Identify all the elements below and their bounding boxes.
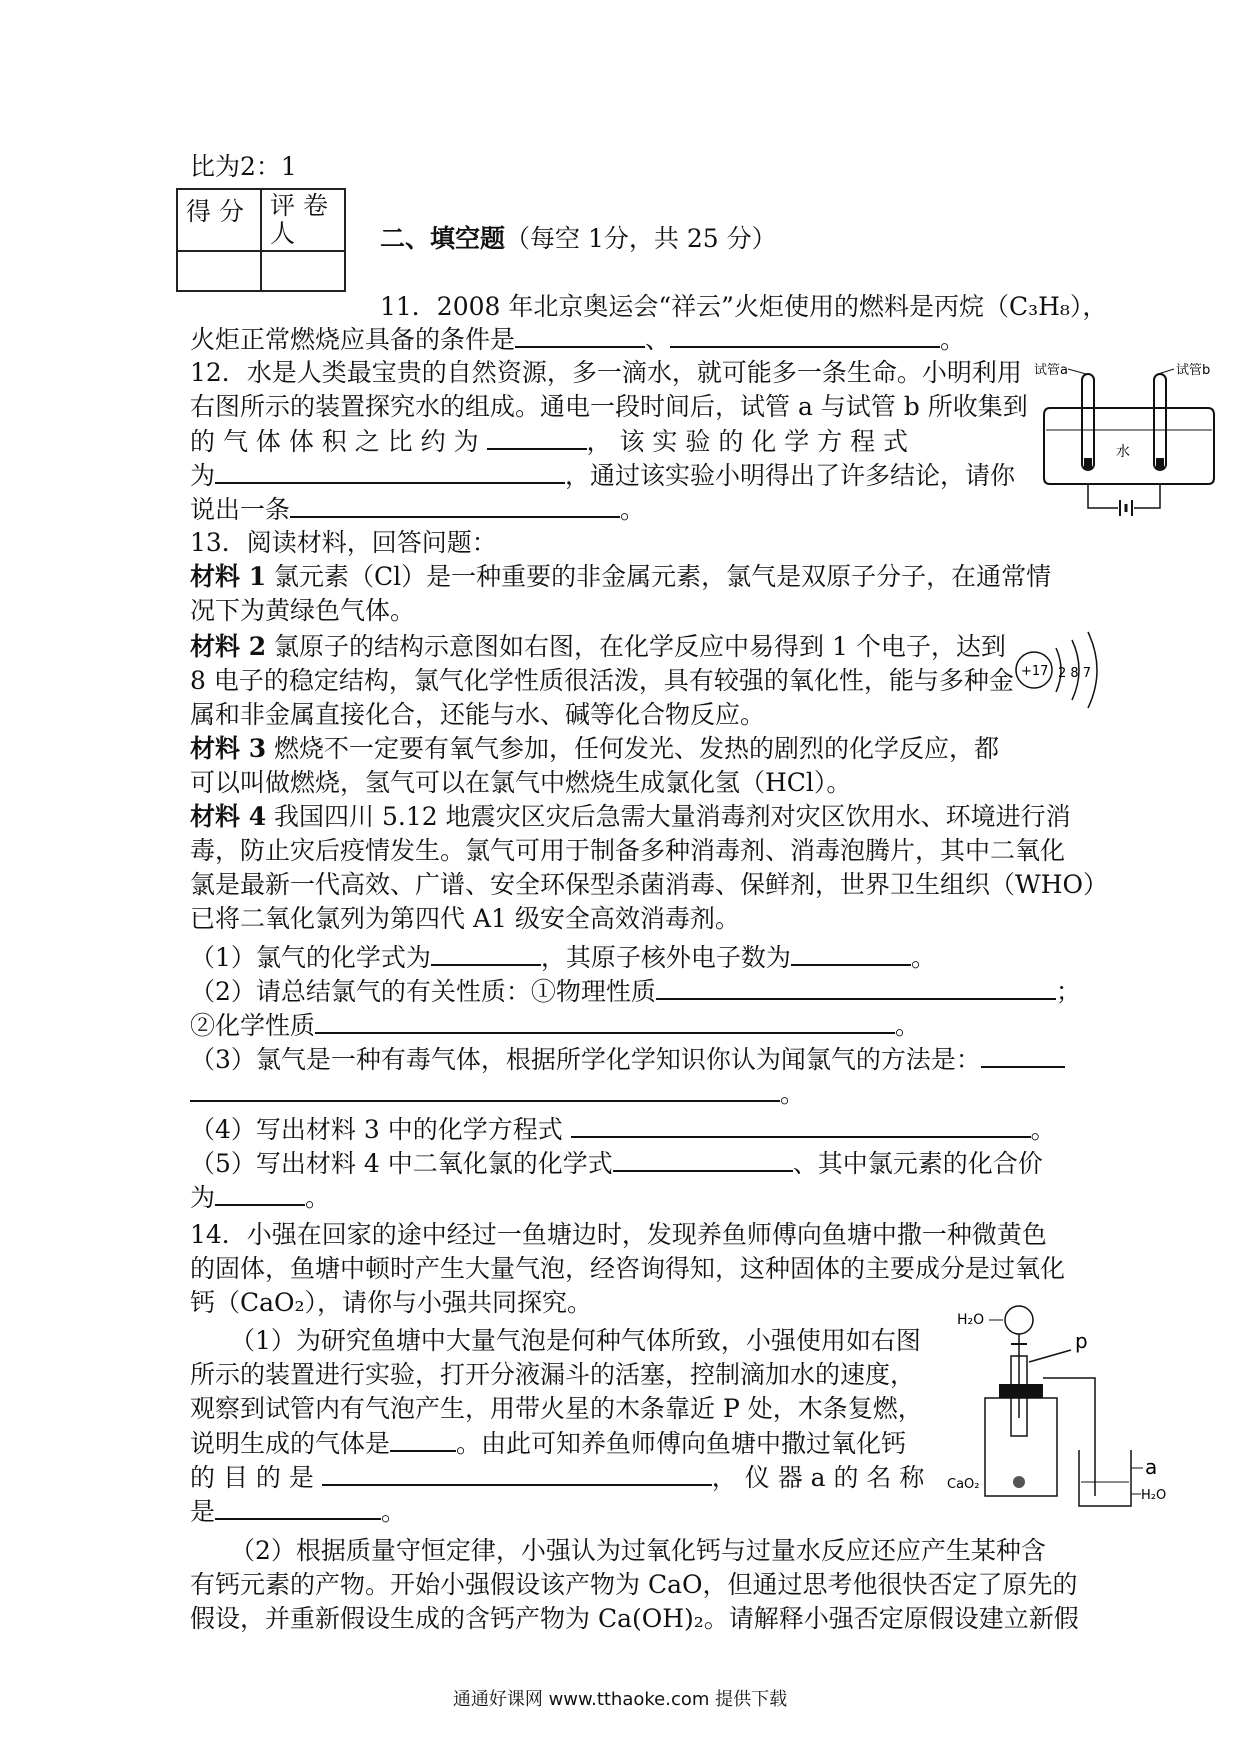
q13-title: 13．阅读材料，回答问题： xyxy=(190,528,497,557)
q13-p2b: ； xyxy=(1055,977,1081,1006)
q13-material2-line2: 8 电子的稳定结构，氯气化学性质很活泼，具有较强的氧化性，能与多种金 xyxy=(190,666,1014,695)
grader-label-a: 评 卷 xyxy=(270,191,328,220)
q13-blank-electrons[interactable] xyxy=(791,940,911,966)
grader-cell-value xyxy=(261,251,345,291)
q13-part5-line2 xyxy=(190,1180,1070,1215)
q13-p2d: 。 xyxy=(895,1011,921,1040)
score-cell-label: 得 分 xyxy=(177,189,261,251)
q14-blank-gas[interactable] xyxy=(390,1426,456,1452)
electrode-b xyxy=(1156,458,1164,470)
q13-blank-smell-b[interactable] xyxy=(190,1076,780,1102)
q14-line3: 钙（CaO₂），请你与小强共同探究。 xyxy=(190,1288,593,1317)
material4-text1: 我国四川 5.12 地震灾区灾后急需大量消毒剂对灾区饮用水、环境进行消 xyxy=(266,802,1071,831)
q13-p3: （3）氯气是一种有毒气体，根据所学化学知识你认为闻氯气的方法是： xyxy=(190,1045,981,1074)
material1-text1: 氯元素（Cl）是一种重要的非金属元素，氯气是双原子分子，在通常情 xyxy=(266,562,1052,591)
test-tube-a xyxy=(1082,374,1094,470)
electrolysis-apparatus-figure xyxy=(1030,360,1230,520)
fig-label-tube-a: 试管a xyxy=(1034,363,1068,378)
material3-text1: 燃烧不一定要有氧气参加，任何发光、发热的剧烈的化学反应，都 xyxy=(266,734,1000,763)
q13-blank-formula[interactable] xyxy=(431,940,541,966)
q13-material2-line3: 属和非金属直接化合，还能与水、碱等化合物反应。 xyxy=(190,700,766,729)
q12-line3 xyxy=(190,424,1070,459)
q14-s1-line6 xyxy=(190,1494,1070,1529)
q13-material3-line1 xyxy=(190,732,1070,766)
q13-material1-line2: 况下为黄绿色气体。 xyxy=(190,596,416,625)
q14-s1-l4b: 。由此可知养鱼师傅向鱼塘中撒过氧化钙 xyxy=(456,1429,907,1458)
fig-label-p: p xyxy=(1075,1329,1088,1353)
q11-line2 xyxy=(190,322,1070,357)
q14-s1-l6a: 是 xyxy=(190,1497,216,1526)
q11-blank-2[interactable] xyxy=(670,322,940,348)
section-title: 二、填空题 xyxy=(380,224,506,253)
q11-blank-1[interactable] xyxy=(515,322,645,348)
q12-l4a: 为 xyxy=(190,461,216,490)
q13-material4-line3: 氯是最新一代高效、广谱、安全环保型杀菌消毒、保鲜剂，世界卫生组织（WHO） xyxy=(190,870,1108,899)
q11-end: 。 xyxy=(940,325,966,354)
q12-l3b: ， 该 实 验 的 化 学 方 程 式 xyxy=(586,427,909,456)
q13-material4-line4: 已将二氧化氯列为第四代 A1 级安全高效消毒剂。 xyxy=(190,904,740,933)
q13-p2a: （2）请总结氯气的有关性质：①物理性质 xyxy=(190,977,656,1006)
q13-part3-line1 xyxy=(190,1042,1070,1077)
q14-s1-l6b: 。 xyxy=(381,1497,407,1526)
q13-part2-line1 xyxy=(190,974,1081,1009)
grader-cell-label xyxy=(261,189,345,251)
q13-blank-valence[interactable] xyxy=(215,1180,305,1206)
q14-s2-line1: （2）根据质量守恒定律，小强认为过氧化钙与过量水反应还应产生某种含 xyxy=(230,1536,1046,1565)
material3-label: 材料 3 xyxy=(190,734,267,763)
q11-prompt: 火炬正常燃烧应具备的条件是 xyxy=(190,325,516,354)
cao2-solid xyxy=(1013,1476,1025,1488)
q13-p5c: 为 xyxy=(190,1183,216,1212)
q13-p5a: （5）写出材料 4 中二氧化氯的化学式 xyxy=(190,1149,613,1178)
q13-part3-line2 xyxy=(190,1076,1070,1111)
q14-line1: 14．小强在回家的途中经过一鱼塘边时，发现养鱼师傅向鱼塘中撒一种微黄色 xyxy=(190,1220,1047,1249)
q13-material2-line1 xyxy=(190,630,1070,664)
material2-text1: 氯原子的结构示意图如右图，在化学反应中易得到 1 个电子，达到 xyxy=(266,632,1006,661)
q13-blank-chemical[interactable] xyxy=(315,1008,895,1034)
outlet-tube-p xyxy=(1029,1350,1071,1362)
wire-left xyxy=(1088,484,1118,508)
q14-s1-line4 xyxy=(190,1426,1070,1461)
score-table xyxy=(176,188,346,292)
q13-part5-line1 xyxy=(190,1146,1070,1181)
water-label: 水 xyxy=(1116,444,1130,460)
atom-nucleus-charge: +17 xyxy=(1021,664,1049,679)
material2-label: 材料 2 xyxy=(190,632,267,661)
electrode-a xyxy=(1084,458,1092,470)
q11-line1: 11．2008 年北京奥运会“祥云”火炬使用的燃料是丙烷（C₃H₈）， xyxy=(380,292,1108,321)
electron-counts: 2 8 7 xyxy=(1058,666,1092,681)
score-cell-value xyxy=(177,251,261,291)
fig-label-tube-b: 试管b xyxy=(1176,363,1211,378)
q13-blank-physical[interactable] xyxy=(656,974,1056,1000)
q13-blank-equation[interactable] xyxy=(571,1112,1031,1138)
q12-line4 xyxy=(190,458,1070,493)
q13-blank-smell-a[interactable] xyxy=(981,1042,1065,1068)
beaker-a xyxy=(1079,1450,1131,1506)
q13-p4a: （4）写出材料 3 中的化学方程式 xyxy=(190,1115,563,1144)
q13-material4-line2: 毒，防止灾后疫情发生。氯气可用于制备多种消毒剂、消毒泡腾片，其中二氧化 xyxy=(190,836,1066,865)
q14-s1-l4a: 说明生成的气体是 xyxy=(190,1429,391,1458)
q12-blank-equation[interactable] xyxy=(215,458,565,484)
carry-over-line: 比为2：1 xyxy=(190,152,297,181)
q12-blank-conclusion[interactable] xyxy=(290,492,620,518)
q13-material4-line1 xyxy=(190,800,1070,834)
grader-label-b: 人 xyxy=(270,219,296,248)
pointer-line-a xyxy=(1068,369,1086,374)
q13-p1a: （1）氯气的化学式为 xyxy=(190,943,431,972)
q12-line2: 右图所示的装置探究水的组成。通电一段时间后，试管 a 与试管 b 所收集到 xyxy=(190,392,1028,421)
section-note: （每空 1分，共 25 分） xyxy=(505,224,777,253)
q13-p4b: 。 xyxy=(1030,1115,1056,1144)
q14-s1-line2: 所示的装置进行实验，打开分液漏斗的活塞，控制滴加水的速度， xyxy=(190,1360,916,1389)
q14-s2-line3: 假设，并重新假设生成的含钙产物为 Ca(OH)₂。请解释小强否定原假设建立新假 xyxy=(190,1604,1079,1633)
separatory-funnel-bulb xyxy=(1005,1306,1033,1334)
q14-blank-purpose[interactable] xyxy=(322,1460,712,1486)
page-footer: 通通好课网 www.tthaoke.com 提供下载 xyxy=(452,1689,788,1710)
q13-p1b: ，其原子核外电子数为 xyxy=(540,943,791,972)
q14-line2: 的固体，鱼塘中顿时产生大量气泡，经咨询得知，这种固体的主要成分是过氧化 xyxy=(190,1254,1066,1283)
material1-label: 材料 1 xyxy=(190,562,267,591)
q12-l4b: ，通过该实验小明得出了许多结论，请你 xyxy=(565,461,1016,490)
delivery-tube xyxy=(1043,1378,1095,1496)
q13-part4 xyxy=(190,1112,1070,1147)
fig-label-h2o-top: H₂O xyxy=(957,1312,985,1328)
gas-apparatus-figure xyxy=(945,1300,1175,1510)
q12-line1: 12．水是人类最宝贵的自然资源，多一滴水，就可能多一条生命。小明利用 xyxy=(190,358,1022,387)
q14-s1-line1: （1）为研究鱼塘中大量气泡是何种气体所致，小强使用如右图 xyxy=(230,1326,921,1355)
q12-line5 xyxy=(190,492,1070,527)
q13-p5d: 。 xyxy=(305,1183,331,1212)
q11-sep: 、 xyxy=(645,325,671,354)
rubber-stopper xyxy=(999,1384,1043,1398)
q14-s2-line2: 有钙元素的产物。开始小强假设该产物为 CaO，但通过思考他很快否定了原先的 xyxy=(190,1570,1078,1599)
test-tube-b xyxy=(1154,374,1166,470)
section-header xyxy=(380,222,880,256)
q12-blank-ratio[interactable] xyxy=(487,424,587,450)
q13-p2c: ②化学性质 xyxy=(190,1011,316,1040)
q13-material1-line1 xyxy=(190,560,1070,594)
q13-blank-clo2[interactable] xyxy=(613,1146,793,1172)
q14-s1-l5b: ， 仪 器 a 的 名 称 xyxy=(711,1463,925,1492)
q13-part2-line2 xyxy=(190,1008,1070,1043)
fig-label-cao2: CaO₂ xyxy=(947,1477,980,1492)
q14-s1-line5 xyxy=(190,1460,1070,1495)
wire-right xyxy=(1134,484,1160,508)
q12-l5b: 。 xyxy=(620,495,646,524)
q12-l5a: 说出一条 xyxy=(190,495,291,524)
q14-s1-line3: 观察到试管内有气泡产生，用带火星的木条靠近 P 处，木条复燃， xyxy=(190,1394,923,1423)
q14-s1-l5a: 的 目 的 是 xyxy=(190,1463,314,1492)
q14-blank-instrument[interactable] xyxy=(215,1494,381,1520)
fig-label-a: a xyxy=(1145,1455,1158,1479)
q13-p1c: 。 xyxy=(910,943,936,972)
q13-p5b: 、其中氯元素的化合价 xyxy=(792,1149,1043,1178)
material4-label: 材料 4 xyxy=(190,802,267,831)
q13-part1 xyxy=(190,940,1070,975)
q13-material3-line2: 可以叫做燃烧，氢气可以在氯气中燃烧生成氯化氢（HCl）。 xyxy=(190,768,852,797)
q13-p3end: 。 xyxy=(780,1079,806,1108)
q12-l3a: 的 气 体 体 积 之 比 约 为 xyxy=(190,427,479,456)
fig-label-h2o-bottom: H₂O xyxy=(1141,1488,1167,1503)
chlorine-atom-diagram xyxy=(1010,620,1120,710)
